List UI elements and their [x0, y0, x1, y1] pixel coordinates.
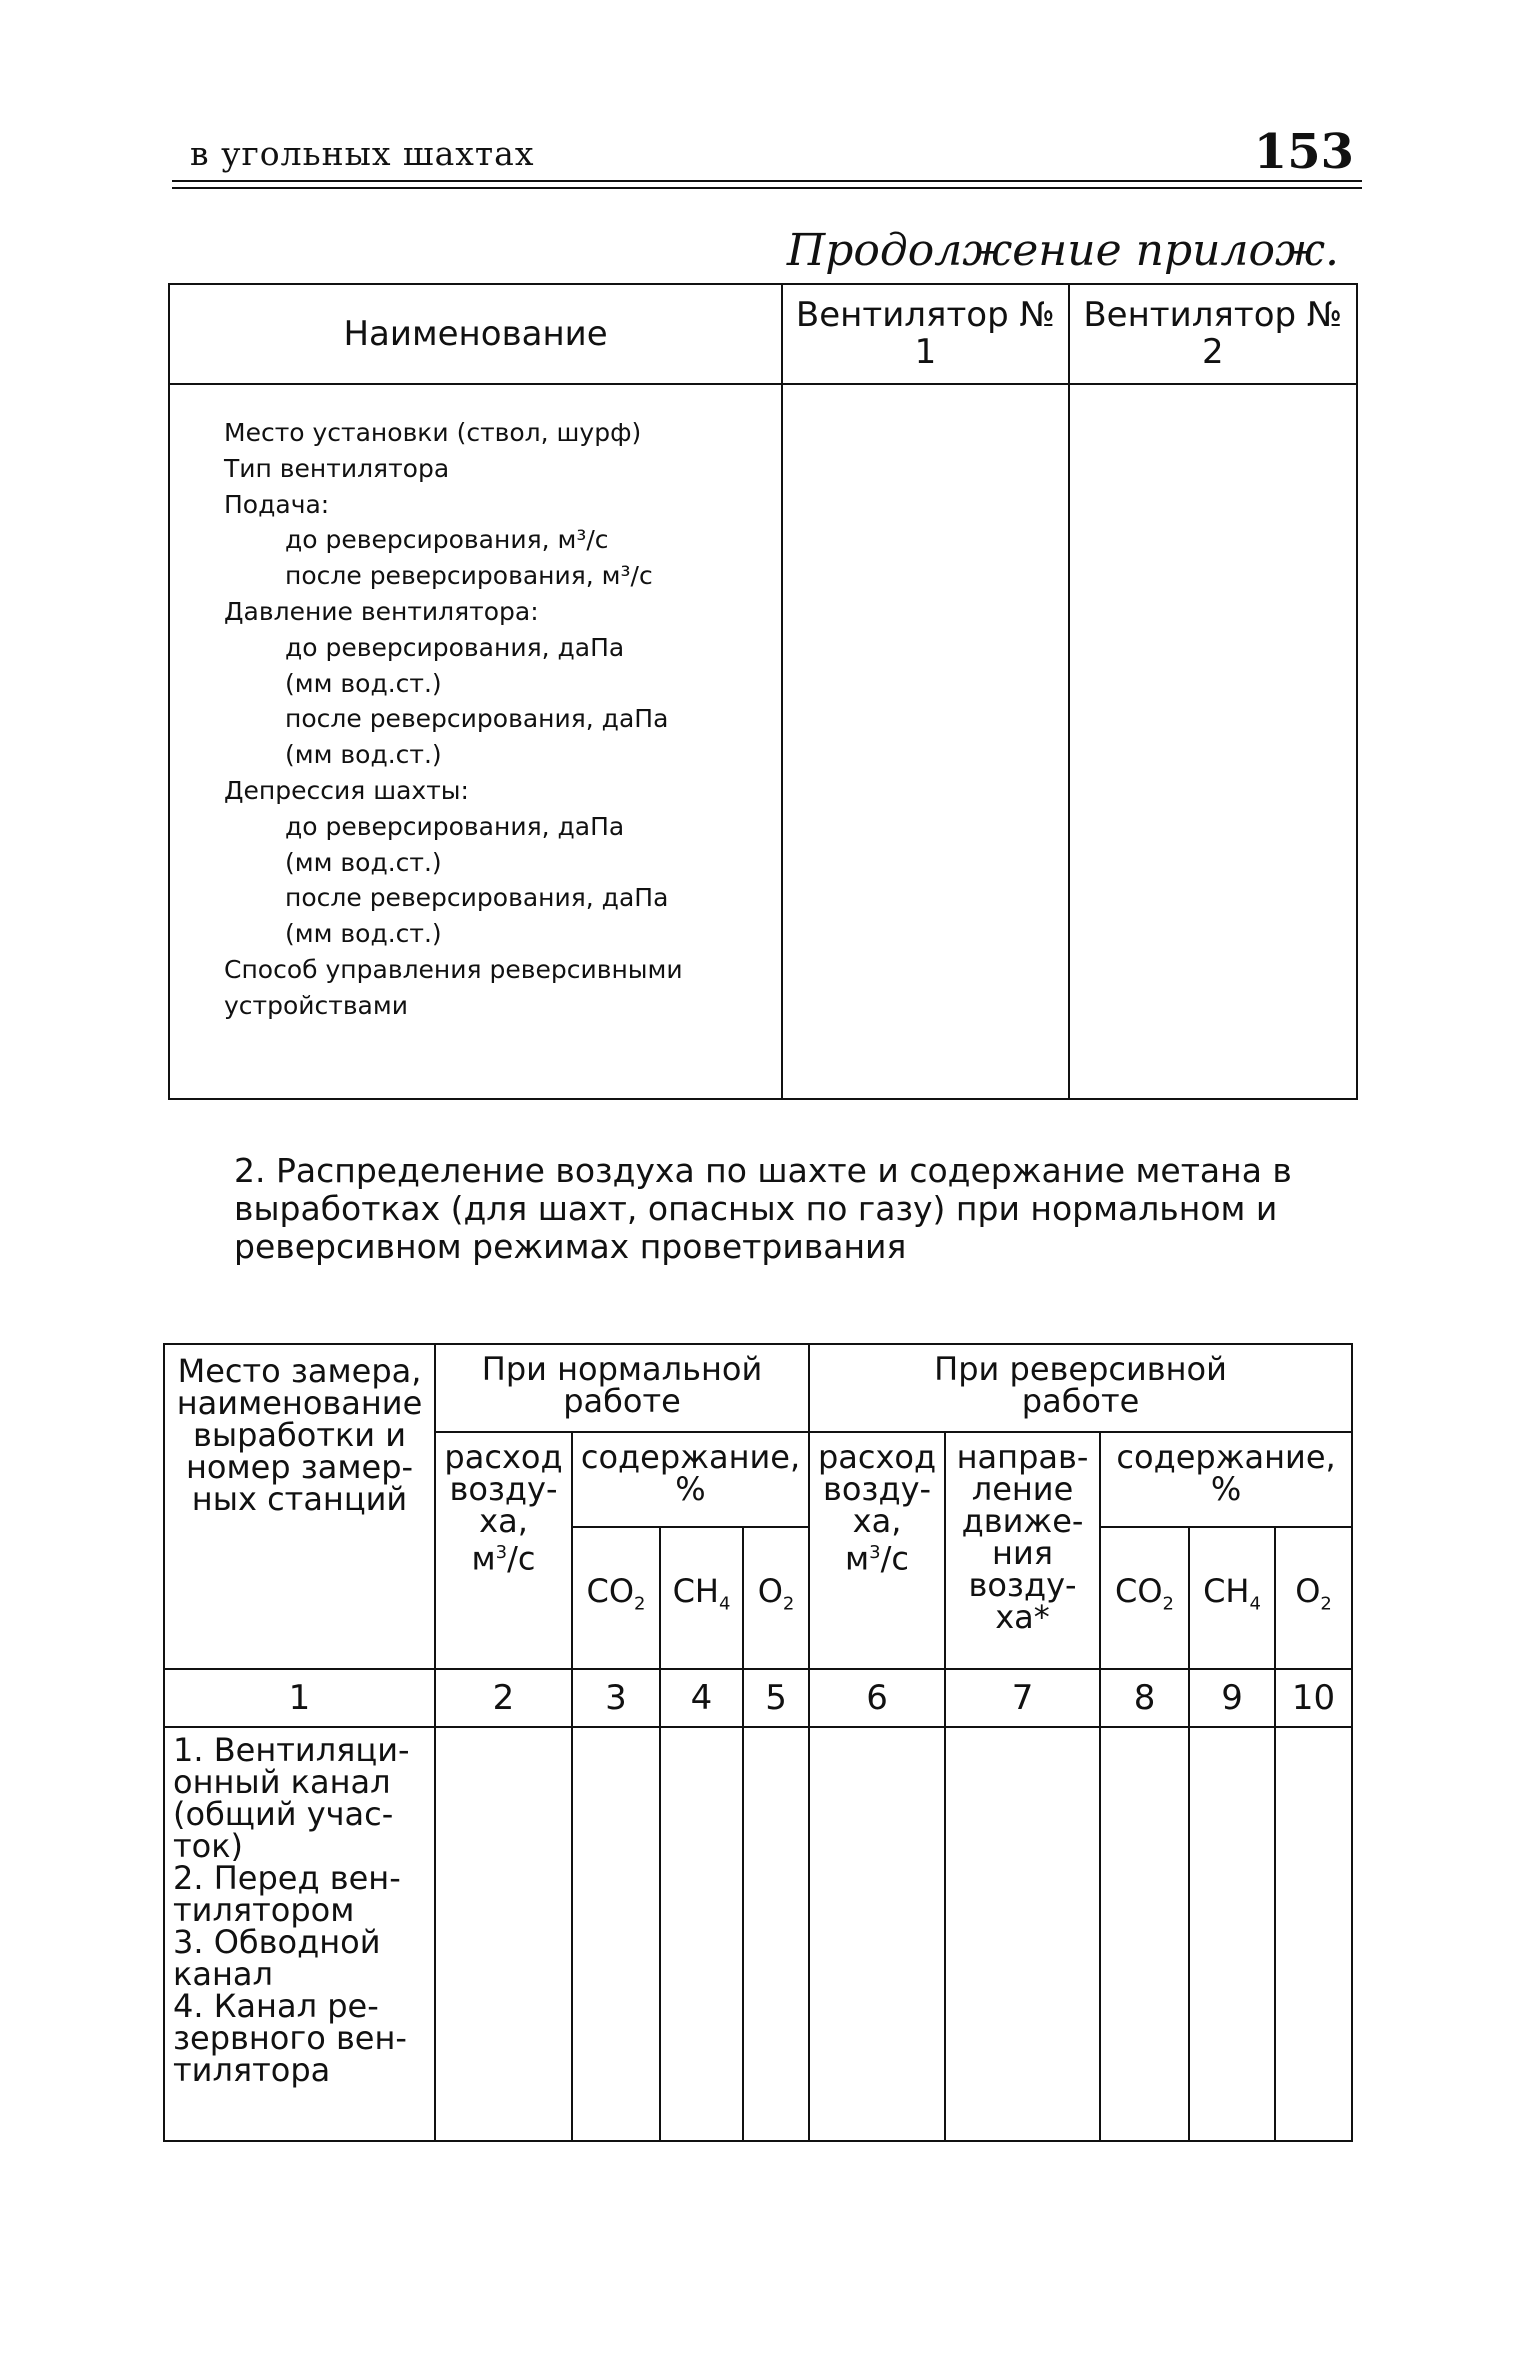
- fan-1-values: [782, 384, 1068, 1099]
- parameter-line: после реверсирования, даПа: [285, 704, 669, 734]
- data-cell: [1275, 1727, 1352, 2141]
- gas-ch4-reverse: $CH_4$: [1189, 1527, 1275, 1669]
- place-header-line: наименование: [176, 1384, 423, 1422]
- place-header-line: Место замера,: [177, 1352, 422, 1390]
- continuation-note: Продолжение прилож.: [786, 225, 1339, 276]
- direction-header: [945, 1432, 1100, 1669]
- direction-header-line: направ-: [956, 1438, 1089, 1476]
- flow-unit: $м^3/с$: [471, 1539, 536, 1578]
- station-line: 3. Обводной: [173, 1923, 381, 1961]
- column-number: 1: [164, 1669, 435, 1727]
- station-line: 4. Канал ре-: [173, 1987, 379, 2025]
- column-number: 8: [1100, 1669, 1189, 1727]
- station-line: ток): [173, 1827, 244, 1865]
- parameter-line: до реверсирования, даПа: [285, 811, 625, 841]
- content-header-line: %: [1210, 1470, 1242, 1508]
- content-header-line: %: [675, 1470, 706, 1508]
- parameter-line: после реверсирования, даПа: [285, 883, 669, 913]
- place-header-line: ных станций: [191, 1480, 408, 1518]
- parameter-line: Депрессия шахты:: [224, 775, 469, 805]
- station-line: канал: [173, 1955, 273, 1993]
- air-distribution-table: [163, 1343, 1353, 2142]
- fan-table-body-row: [169, 384, 1357, 1099]
- parameter-line: Способ управления реверсивными: [224, 954, 683, 984]
- data-cell: [572, 1727, 660, 2141]
- direction-header-line: ление: [971, 1470, 1074, 1508]
- column-number: 7: [945, 1669, 1100, 1727]
- parameter-line: Подача:: [224, 489, 330, 519]
- content-header-line: содержание,: [580, 1438, 801, 1476]
- parameter-line: Тип вентилятора: [224, 453, 450, 483]
- flow-unit: $м^3/с$: [845, 1539, 909, 1578]
- parameter-line: устройствами: [224, 990, 408, 1020]
- parameter-line: до реверсирования, м³/с: [285, 525, 609, 555]
- station-line: 1. Вентиляци-: [173, 1731, 410, 1769]
- place-header-line: выработки и: [192, 1416, 407, 1454]
- flow-header-line: расход: [444, 1438, 563, 1476]
- reverse-mode-header: [809, 1344, 1352, 1432]
- data-cell: [743, 1727, 809, 2141]
- column-number: 2: [435, 1669, 572, 1727]
- station-line: онный канал: [173, 1763, 391, 1801]
- parameter-line: Место установки (ствол, шурф): [224, 418, 642, 447]
- running-title: в угольных шахтах: [190, 134, 535, 173]
- header-fan-2: Вентилятор № 2: [1069, 284, 1357, 384]
- stations-row: [164, 1727, 1352, 2141]
- parameter-line: после реверсирования, м³/с: [285, 561, 653, 591]
- reverse-header-line: При реверсивной: [934, 1350, 1227, 1388]
- column-number: 4: [660, 1669, 743, 1727]
- normal-header-line: работе: [563, 1382, 681, 1420]
- header-row-1: [164, 1344, 1352, 1432]
- gas-co2-normal: $CO_2$: [572, 1527, 660, 1669]
- header-name: Наименование: [169, 284, 782, 384]
- flow-header-line: расход: [817, 1438, 937, 1476]
- parameter-line: Давление вентилятора:: [224, 596, 539, 626]
- direction-header-line: ха*: [995, 1598, 1050, 1636]
- column-number: 6: [809, 1669, 945, 1727]
- parameter-line: (мм вод.ст.): [285, 919, 442, 949]
- content-header-line: содержание,: [1116, 1438, 1336, 1476]
- page-header: [172, 120, 1362, 180]
- fan-table-header-row: [169, 284, 1357, 384]
- header-rule: [172, 180, 1362, 189]
- section-2-heading: [234, 1152, 1344, 1266]
- parameter-line: (мм вод.ст.): [285, 740, 442, 770]
- station-list: [164, 1727, 435, 2141]
- header-fan-1: Вентилятор № 1: [782, 284, 1068, 384]
- fan-parameters-table: [168, 283, 1358, 1100]
- normal-mode-header: [435, 1344, 809, 1432]
- flow-header-reverse: [809, 1432, 945, 1669]
- flow-header-line: ха,: [852, 1502, 902, 1540]
- column-number: 3: [572, 1669, 660, 1727]
- flow-header-line: возду-: [822, 1470, 932, 1508]
- gas-o2-normal: $O_2$: [743, 1527, 809, 1669]
- data-cell: [1100, 1727, 1189, 2141]
- content-header-reverse: [1100, 1432, 1352, 1527]
- heading-line: выработках (для шахт, опасных по газу) при нормальном и: [234, 1189, 1278, 1228]
- direction-header-line: возду-: [968, 1566, 1077, 1604]
- station-line: зервного вен-: [173, 2019, 407, 2057]
- gas-co2-reverse: $CO_2$: [1100, 1527, 1189, 1669]
- data-cell: [1189, 1727, 1275, 2141]
- flow-header-line: возду-: [449, 1470, 558, 1508]
- parameter-line: (мм вод.ст.): [285, 668, 442, 698]
- direction-header-line: движе-: [961, 1502, 1084, 1540]
- column-number: 10: [1275, 1669, 1352, 1727]
- column-number-row: [164, 1669, 1352, 1727]
- station-line: 2. Перед вен-: [173, 1859, 401, 1897]
- content-header-normal: [572, 1432, 809, 1527]
- column-number: 5: [743, 1669, 809, 1727]
- heading-line: 2. Распределение воздуха по шахте и содержание метана в: [234, 1151, 1292, 1190]
- gas-ch4-normal: $CH_4$: [660, 1527, 743, 1669]
- data-cell: [945, 1727, 1100, 2141]
- column-number: 9: [1189, 1669, 1275, 1727]
- parameter-line: (мм вод.ст.): [285, 847, 442, 877]
- flow-header-normal: [435, 1432, 572, 1669]
- parameter-list: [169, 384, 782, 1099]
- page-number: 153: [1253, 124, 1354, 180]
- station-line: тилятора: [173, 2051, 331, 2089]
- heading-line: реверсивном режимах проветривания: [234, 1227, 907, 1266]
- flow-header-line: ха,: [479, 1502, 528, 1540]
- station-line: тилятором: [173, 1891, 355, 1929]
- fan-2-values: [1069, 384, 1357, 1099]
- place-header: [164, 1344, 435, 1669]
- gas-o2-reverse: $O_2$: [1275, 1527, 1352, 1669]
- direction-header-line: ния: [992, 1534, 1053, 1572]
- data-cell: [660, 1727, 743, 2141]
- data-cell: [435, 1727, 572, 2141]
- data-cell: [809, 1727, 945, 2141]
- parameter-line: до реверсирования, даПа: [285, 632, 625, 662]
- normal-header-line: При нормальной: [481, 1350, 763, 1388]
- reverse-header-line: работе: [1021, 1382, 1140, 1420]
- place-header-line: номер замер-: [185, 1448, 414, 1486]
- station-line: (общий учас-: [173, 1795, 394, 1833]
